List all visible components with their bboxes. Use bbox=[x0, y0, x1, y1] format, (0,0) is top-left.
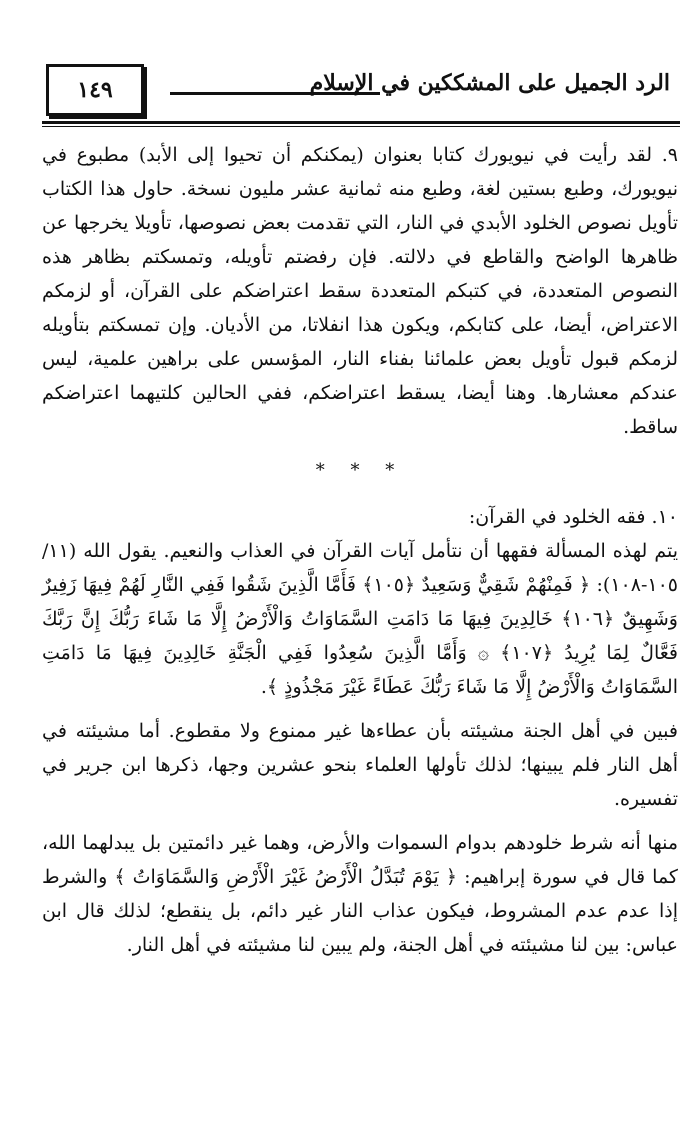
paragraph-quran-block bbox=[42, 534, 678, 704]
header-rule-thin bbox=[42, 126, 680, 127]
paragraph-conditions bbox=[42, 826, 678, 962]
section-10-heading: ١٠. فقه الخلود في القرآن: bbox=[468, 506, 678, 528]
paragraph-explanation: فبين في أهل الجنة مشيئته بأن عطاءها غير ممنوع ولا مقطوع. أما مشيئته في أهل النار فلم يبينها؛ لذلك تأولها العلماء بنحو عشرين وجها، ذكرها ابن جرير في تفسيره. bbox=[42, 720, 678, 810]
conditions-text-before: منها أنه شرط خلودهم بدوام السموات والأرض، وهما غير دائمتين بل يبدلهما الله، كما قال في سورة إبراهيم: bbox=[42, 832, 678, 888]
header-rule-thick bbox=[42, 121, 680, 124]
conditions-text-after: والشرط إذا عدم عدم المشروط، فيكون عذاب النار غير دائم، بل ينقطع؛ لذلك قال ابن عباس: بين لنا مشيئته في أهل الجنة، ولم يبين لنا مشيئته في أهل النار. bbox=[42, 866, 678, 956]
running-title: الرد الجميل على المشككين في الإسلام bbox=[309, 70, 670, 96]
page-body bbox=[42, 138, 678, 962]
quran-verses-hud-105-108: ﴿ فَمِنْهُمْ شَقِيٌّ وَسَعِيدٌ ﴿١٠٥﴾ فَأَمَّا الَّذِينَ شَقُوا فَفِي النَّارِ لَهُمْ فِيهَا زَفِيرٌ وَشَهِيقٌ ﴿١٠٦﴾ خَالِدِينَ فِيهَا مَا دَامَتِ السَّمَاوَاتُ وَالْأَرْضُ إِلَّا مَا شَاءَ رَبُّكَ إِنَّ رَبَّكَ فَعَّالٌ لِمَا يُرِيدُ ﴿١٠٧﴾ ۞ وَأَمَّا الَّذِينَ سُعِدُوا فَفِي الْجَنَّةِ خَالِدِينَ فِيهَا مَا دَامَتِ السَّمَاوَاتُ وَالْأَرْضُ إِلَّا مَا شَاءَ رَبُّكَ عَطَاءً غَيْرَ مَجْذُوذٍ ﴾. bbox=[42, 574, 678, 698]
page-number-box bbox=[46, 64, 144, 116]
quran-verse-ibrahim: ﴿ يَوْمَ تُبَدَّلُ الْأَرْضُ غَيْرَ الْأَرْضِ وَالسَّمَاوَاتُ ﴾ bbox=[114, 866, 458, 888]
quran-intro: يتم لهذه المسألة فقهها أن نتأمل آيات القرآن في العذاب والنعيم. يقول الله (١١/ ١٠٥-١٠٨): bbox=[42, 540, 678, 596]
page-number: ١٤٩ bbox=[77, 77, 113, 103]
paragraph-section-9: ٩. لقد رأيت في نيويورك كتابا بعنوان (يمكنكم أن تحيوا إلى الأبد) مطبوع في نيويورك، وطبع بستين لغة، وطبع منه ثمانية عشر مليون نسخة. حاول هذا الكتاب تأويل نصوص الخلود الأبدي في النار، التي تقدمت بعض نصوصها، تأويلا يخرجها عن ظاهرها الواضح والقاطع في دلالته. فإن رفضتم تأويله، وتمسكتم بظاهر هذه النصوص المتعددة، في كتبكم المتعددة سقط اعتراضكم على القرآن، أو لزمكم الاعتراض، أيضا، على كتابكم، ويكون هذا انفلاتا، من الأديان. وإن تمسكتم بتأويله لزمكم قبول تأويل بعض علمائنا بفناء النار، المؤسس على براهين علمية، ليس عندكم معشارها. وهنا أيضا، يسقط اعتراضكم، ففي الحالين كلتيهما اعتراضكم ساقط. bbox=[42, 144, 678, 438]
section-separator: * * * bbox=[315, 460, 405, 481]
page-header bbox=[20, 64, 680, 120]
